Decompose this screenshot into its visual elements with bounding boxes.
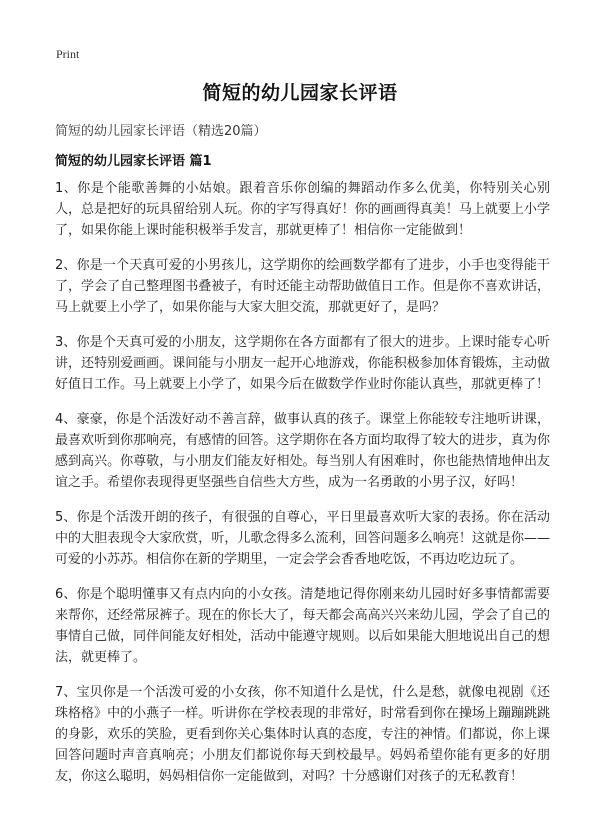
section-heading: 简短的幼儿园家长评语 篇1 [55, 154, 212, 169]
paragraph-3: 3、你是个天真可爱的小朋友，这学期你在各方面都有了很大的进步。上课时能专心听讲，还特别爱画画。课间能与小朋友一起开心地游戏，你能积极参加体育锻炼，主动做好值日工作。马上就要上小学了，如果今后在做数学作业时你能认真些，那就更棒了！ [55, 335, 550, 392]
paragraph-6: 6、你是个聪明懂事又有点内向的小女孩。清楚地记得你刚来幼儿园时好多事情都需要来帮你，还经常尿裤子。现在的你长大了，每天都会高高兴兴来幼儿园，学会了自己的事情自己做，同伴间能友好相处，活动中能遵守规则。以后如果能大胆地说出自己的想法，就更棒了。 [55, 587, 550, 665]
paragraph-2: 2、你是一个天真可爱的小男孩儿，这学期你的绘画数学都有了进步，小手也变得能干了，学会了自己整理图书叠被子，有时还能主动帮助做值日工作。但是你不喜欢讲话，马上就要上小学了，如果你能与大家大胆交流，那就更好了，是吗？ [55, 258, 550, 315]
page-title: 简短的幼儿园家长评语 [202, 82, 398, 104]
paragraph-5: 5、你是个活泼开朗的孩子，有很强的自尊心，平日里最喜欢听大家的表扬。你在活动中的大胆表现令大家欣赏，听，儿歌念得多么流利，回答问题多么响亮！这就是你——可爱的小苏苏。相信你在新的学期里，一定会学会香香地吃饭，不再边吃边玩了。 [55, 510, 550, 567]
paragraph-4: 4、豪豪，你是个活泼好动不善言辞，做事认真的孩子。课堂上你能较专注地听讲课，最喜欢听到你那响亮，有感情的回答。这学期你在各方面均取得了较大的进步，真为你感到高兴。你尊敬，与小朋友们能友好相处。每当别人有困难时，你也能热情地伸出友谊之手。希望你表现得更坚强些自信些大方些，成为一名勇敢的小男子汉，好吗！ [55, 412, 550, 490]
subtitle: 简短的幼儿园家长评语（精选20篇） [55, 124, 267, 139]
paragraph-1: 1、你是个能歌善舞的小姑娘。跟着音乐你创编的舞蹈动作多么优美，你特别关心别人，总是把好的玩具留给别人玩。你的字写得真好！你的画画得真美！马上就要上小学了，如果你能上课时能积极举手发言，那就更棒了！相信你一定能做到！ [55, 181, 550, 238]
print-link[interactable]: Print [56, 47, 80, 61]
paragraph-7: 7、宝贝你是一个活泼可爱的小女孩，你不知道什么是忧，什么是愁，就像电视剧《还珠格格》中的小燕子一样。听讲你在学校表现的非常好，时常看到你在操场上蹦蹦跳跳的身影，欢乐的笑脸，更看到你关心集体时认真的态度，专注的神情。们都说，你上课回答问题时声音真响亮；小朋友们都说你每天到校最早。妈妈希望你能有更多的好朋友，你这么聪明，妈妈相信你一定能做到，对吗？十分感谢们对孩子的无私教育！ [55, 685, 550, 784]
article-body [55, 178, 550, 801]
